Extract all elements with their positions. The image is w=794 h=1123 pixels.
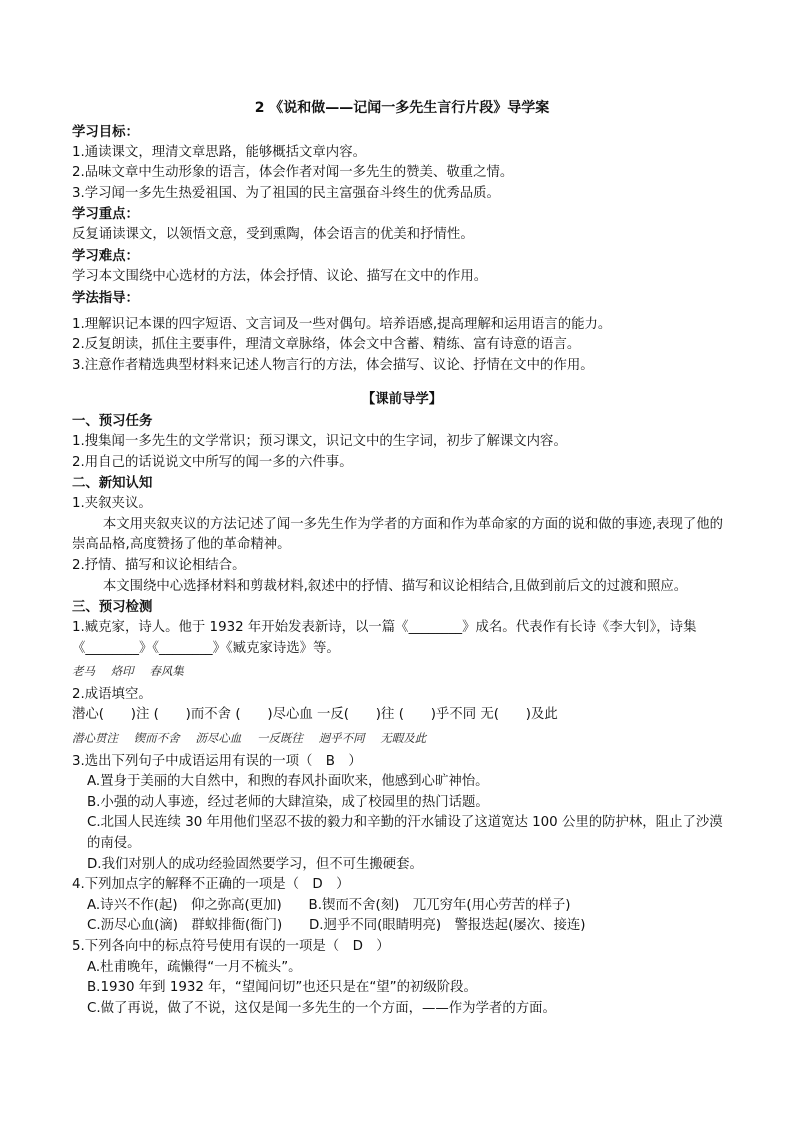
- worksheet-page: [72, 98, 732, 1019]
- task-heading: 一、预习任务: [72, 413, 153, 429]
- handwritten-answer: 迥乎不同: [318, 731, 365, 746]
- idiom-blank: ( )而不舍: [153, 707, 232, 723]
- focus-heading: 学习重点：: [72, 207, 139, 223]
- idiom-blank: ( )乎不同: [398, 707, 477, 723]
- question-3-option: D.我们对别人的成功经验固然要学习，但不可生搬硬套。: [87, 856, 423, 872]
- question-4-option: A.诗兴不作(起) 仰之弥高(更加): [87, 897, 282, 913]
- method-item: 2.反复朗读，抓住主要事件，理清文章脉络，体会文中含蓄、精练、富有诗意的语言。: [72, 337, 581, 353]
- difficulty-text: 学习本文围绕中心选材的方法，体会抒情、议论、描写在文中的作用。: [72, 268, 488, 284]
- task-item: 1.搜集闻一多先生的文学常识；预习课文，识记文中的生字词，初步了解课文内容。: [72, 433, 567, 449]
- question-3-option: B.小强的动人事迹，经过老师的大肆渲染，成了校园里的热门话题。: [87, 794, 489, 810]
- question-5-option: A.杜甫晚年，疏懒得“一月不梳头”。: [87, 959, 302, 975]
- goal-item: 2.品味文章中生动形象的语言，体会作者对闻一多先生的赞美、敬重之情。: [72, 165, 514, 181]
- handwritten-answer: 老马: [72, 664, 95, 679]
- idiom-blank: ( )尽心血: [235, 707, 313, 723]
- question-5-option: C.做了再说，做了不说，这仅是闻一多先生的一个方面，——作为学者的方面。: [87, 1000, 556, 1016]
- question-4-options-row: [72, 896, 732, 917]
- goal-item: 3.学习闻一多先生热爱祖国、为了祖国的民主富强奋斗终生的优秀品质。: [72, 185, 500, 201]
- knowledge-sub2-text: 本文围绕中心选择材料和剪裁材料,叙述中的抒情、描写和议论相结合,且做到前后文的过渡和照应。: [102, 578, 688, 594]
- question-3-option: A.置身于美丽的大自然中，和煦的春风扑面吹来，他感到心旷神怡。: [87, 774, 489, 790]
- handwritten-answer: 一反既往: [256, 731, 303, 746]
- method-item: 3.注意作者精选典型材料来记述人物言行的方法，体会描写、议论、抒情在文中的作用。: [72, 357, 594, 373]
- question-5-option: B.1930 年到 1932 年，“望闻问切”也还只是在“望”的初级阶段。: [87, 980, 477, 996]
- question-3: 3.选出下列句子中成语运用有误的一项（ B ）: [72, 753, 362, 769]
- idiom-blank: 潜心( )注: [72, 707, 150, 723]
- question-5: 5.下列各向中的标点符号使用有误的一项是（ D ）: [72, 939, 390, 954]
- focus-text: 反复诵读课文，以领悟文意，受到熏陶，体会语言的优美和抒情性。: [72, 227, 474, 243]
- question-4: 4.下列加点字的解释不正确的一项是（ D ）: [72, 877, 350, 893]
- question-3-option: C.北国人民连续 30 年用他们坚忍不拔的毅力和辛勤的汗水铺设了这道宽达 100 公里的防护林，阻止了沙漠的南侵。: [87, 815, 723, 852]
- question-1-handwritten-answers: [72, 661, 732, 682]
- question-2-blanks: [72, 705, 732, 726]
- handwritten-answer: 沥尽心血: [195, 731, 242, 746]
- knowledge-heading: 二、新知认知: [72, 476, 153, 492]
- handwritten-answer: 无暇及此: [380, 731, 427, 746]
- handwritten-answer: 烙印: [110, 664, 134, 679]
- task-item: 2.用自己的话说说文中所写的闻一多的六件事。: [72, 454, 353, 470]
- goals-heading: 学习目标：: [72, 124, 139, 140]
- question-2: 2.成语填空。: [72, 686, 152, 702]
- question-4-option: D.迥乎不同(眼睛明亮) 警报迭起(屡次、接连): [308, 918, 586, 934]
- question-1-line1: 1.臧克家，诗人。他于 1932 年开始发表新诗，以一篇《________》成名。代表作有长诗《李大钊》，诗集: [72, 620, 697, 636]
- knowledge-sub1: 1.夹叙夹议。: [72, 496, 152, 512]
- handwritten-answer: 潜心贯注: [72, 731, 118, 746]
- method-heading: 学法指导：: [72, 290, 139, 306]
- question-4-options-row: [72, 916, 732, 937]
- knowledge-sub2: 2.抒情、描写和议论相结合。: [72, 557, 246, 573]
- preclass-heading: 【课前导学】: [361, 392, 443, 408]
- idiom-blank: 一反( )往: [317, 707, 395, 723]
- idiom-blank: 无( )及此: [480, 707, 558, 723]
- check-heading: 三、预习检测: [72, 600, 153, 616]
- knowledge-sub1-text: 本文用夹叙夹议的方法记述了闻一多先生作为学者的方面和作为革命家的方面的说和做的事迹,表现了他的崇高品格,高度赞扬了他的革命精神。: [72, 516, 724, 553]
- goal-item: 1.通读课文，理清文章思路，能够概括文章内容。: [72, 144, 366, 160]
- handwritten-answer: 锲而不舍: [133, 731, 180, 746]
- difficulty-heading: 学习难点：: [72, 248, 139, 264]
- question-2-handwritten-answers: [72, 728, 732, 749]
- question-4-option: B.锲而不舍(刻) 兀兀穷年(用心劳苦的样子): [308, 897, 571, 913]
- question-4-option: C.沥尽心血(滴) 群蚁排衙(衙门): [87, 918, 283, 934]
- handwritten-answer: 春风集: [149, 664, 184, 679]
- question-1-line2: 《________》《________》《臧克家诗选》等。: [72, 640, 340, 656]
- page-title: 2 《说和做——记闻一多先生言行片段》导学案: [254, 100, 550, 116]
- method-item: 1.理解识记本课的四字短语、文言词及一些对偶句。培养语感,提高理解和运用语言的能力。: [72, 316, 612, 332]
